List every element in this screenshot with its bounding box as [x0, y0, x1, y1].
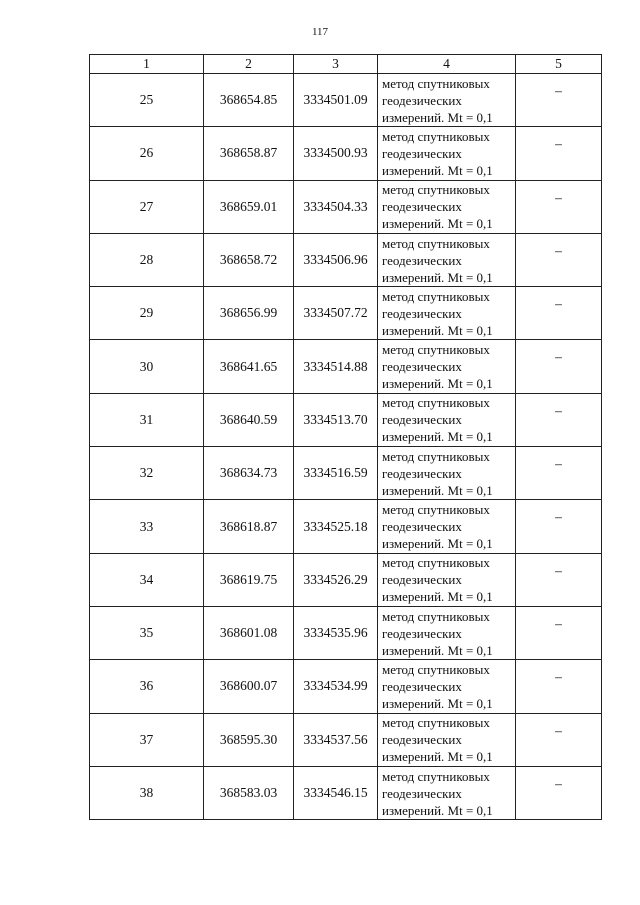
x-coordinate-cell: 368634.73 [204, 447, 294, 500]
x-coordinate-cell: 368658.87 [204, 127, 294, 180]
header-col-1: 1 [90, 55, 204, 74]
method-cell: метод спутниковых геодезических измерений. Mt = 0,1 [378, 127, 516, 180]
note-cell: – [516, 447, 602, 500]
table-row [90, 127, 602, 180]
note-cell: – [516, 500, 602, 553]
note-cell: – [516, 74, 602, 127]
note-cell: – [516, 393, 602, 446]
table-row [90, 393, 602, 446]
y-coordinate-cell: 3334526.29 [294, 553, 378, 606]
x-coordinate-cell: 368600.07 [204, 660, 294, 713]
method-cell: метод спутниковых геодезических измерений. Mt = 0,1 [378, 766, 516, 819]
note-cell: – [516, 180, 602, 233]
y-coordinate-cell: 3334534.99 [294, 660, 378, 713]
header-col-5: 5 [516, 55, 602, 74]
y-coordinate-cell: 3334514.88 [294, 340, 378, 393]
table-row [90, 766, 602, 819]
table-row [90, 340, 602, 393]
x-coordinate-cell: 368583.03 [204, 766, 294, 819]
table-row [90, 180, 602, 233]
method-cell: метод спутниковых геодезических измерений. Mt = 0,1 [378, 287, 516, 340]
y-coordinate-cell: 3334537.56 [294, 713, 378, 766]
table-row [90, 447, 602, 500]
method-cell: метод спутниковых геодезических измерений. Mt = 0,1 [378, 393, 516, 446]
table-header-row [90, 55, 602, 74]
table-row [90, 500, 602, 553]
method-cell: метод спутниковых геодезических измерений. Mt = 0,1 [378, 233, 516, 286]
y-coordinate-cell: 3334506.96 [294, 233, 378, 286]
point-number-cell: 25 [90, 74, 204, 127]
method-cell: метод спутниковых геодезических измерений. Mt = 0,1 [378, 713, 516, 766]
header-col-3: 3 [294, 55, 378, 74]
point-number-cell: 28 [90, 233, 204, 286]
note-cell: – [516, 287, 602, 340]
table-row [90, 713, 602, 766]
y-coordinate-cell: 3334535.96 [294, 606, 378, 659]
table-body [90, 74, 602, 820]
point-number-cell: 35 [90, 606, 204, 659]
note-cell: – [516, 606, 602, 659]
table-row [90, 74, 602, 127]
note-cell: – [516, 660, 602, 713]
method-cell: метод спутниковых геодезических измерений. Mt = 0,1 [378, 340, 516, 393]
y-coordinate-cell: 3334513.70 [294, 393, 378, 446]
x-coordinate-cell: 368658.72 [204, 233, 294, 286]
note-cell: – [516, 766, 602, 819]
page-number: 117 [311, 26, 329, 38]
x-coordinate-cell: 368618.87 [204, 500, 294, 553]
table-row [90, 606, 602, 659]
method-cell: метод спутниковых геодезических измерений. Mt = 0,1 [378, 500, 516, 553]
note-cell: – [516, 340, 602, 393]
y-coordinate-cell: 3334516.59 [294, 447, 378, 500]
x-coordinate-cell: 368595.30 [204, 713, 294, 766]
x-coordinate-cell: 368601.08 [204, 606, 294, 659]
table-row [90, 233, 602, 286]
point-number-cell: 33 [90, 500, 204, 553]
point-number-cell: 29 [90, 287, 204, 340]
point-number-cell: 36 [90, 660, 204, 713]
header-col-2: 2 [204, 55, 294, 74]
note-cell: – [516, 553, 602, 606]
method-cell: метод спутниковых геодезических измерений. Mt = 0,1 [378, 660, 516, 713]
y-coordinate-cell: 3334525.18 [294, 500, 378, 553]
y-coordinate-cell: 3334507.72 [294, 287, 378, 340]
x-coordinate-cell: 368656.99 [204, 287, 294, 340]
header-col-4: 4 [378, 55, 516, 74]
point-number-cell: 37 [90, 713, 204, 766]
note-cell: – [516, 233, 602, 286]
y-coordinate-cell: 3334504.33 [294, 180, 378, 233]
note-cell: – [516, 127, 602, 180]
method-cell: метод спутниковых геодезических измерений. Mt = 0,1 [378, 553, 516, 606]
x-coordinate-cell: 368654.85 [204, 74, 294, 127]
point-number-cell: 34 [90, 553, 204, 606]
x-coordinate-cell: 368659.01 [204, 180, 294, 233]
y-coordinate-cell: 3334500.93 [294, 127, 378, 180]
x-coordinate-cell: 368640.59 [204, 393, 294, 446]
point-number-cell: 30 [90, 340, 204, 393]
x-coordinate-cell: 368619.75 [204, 553, 294, 606]
point-number-cell: 27 [90, 180, 204, 233]
note-cell: – [516, 713, 602, 766]
y-coordinate-cell: 3334546.15 [294, 766, 378, 819]
point-number-cell: 38 [90, 766, 204, 819]
method-cell: метод спутниковых геодезических измерений. Mt = 0,1 [378, 74, 516, 127]
method-cell: метод спутниковых геодезических измерений. Mt = 0,1 [378, 447, 516, 500]
y-coordinate-cell: 3334501.09 [294, 74, 378, 127]
method-cell: метод спутниковых геодезических измерений. Mt = 0,1 [378, 606, 516, 659]
table-row [90, 660, 602, 713]
x-coordinate-cell: 368641.65 [204, 340, 294, 393]
point-number-cell: 31 [90, 393, 204, 446]
coordinates-table [89, 54, 602, 820]
table-row [90, 287, 602, 340]
table-row [90, 553, 602, 606]
point-number-cell: 32 [90, 447, 204, 500]
point-number-cell: 26 [90, 127, 204, 180]
method-cell: метод спутниковых геодезических измерений. Mt = 0,1 [378, 180, 516, 233]
